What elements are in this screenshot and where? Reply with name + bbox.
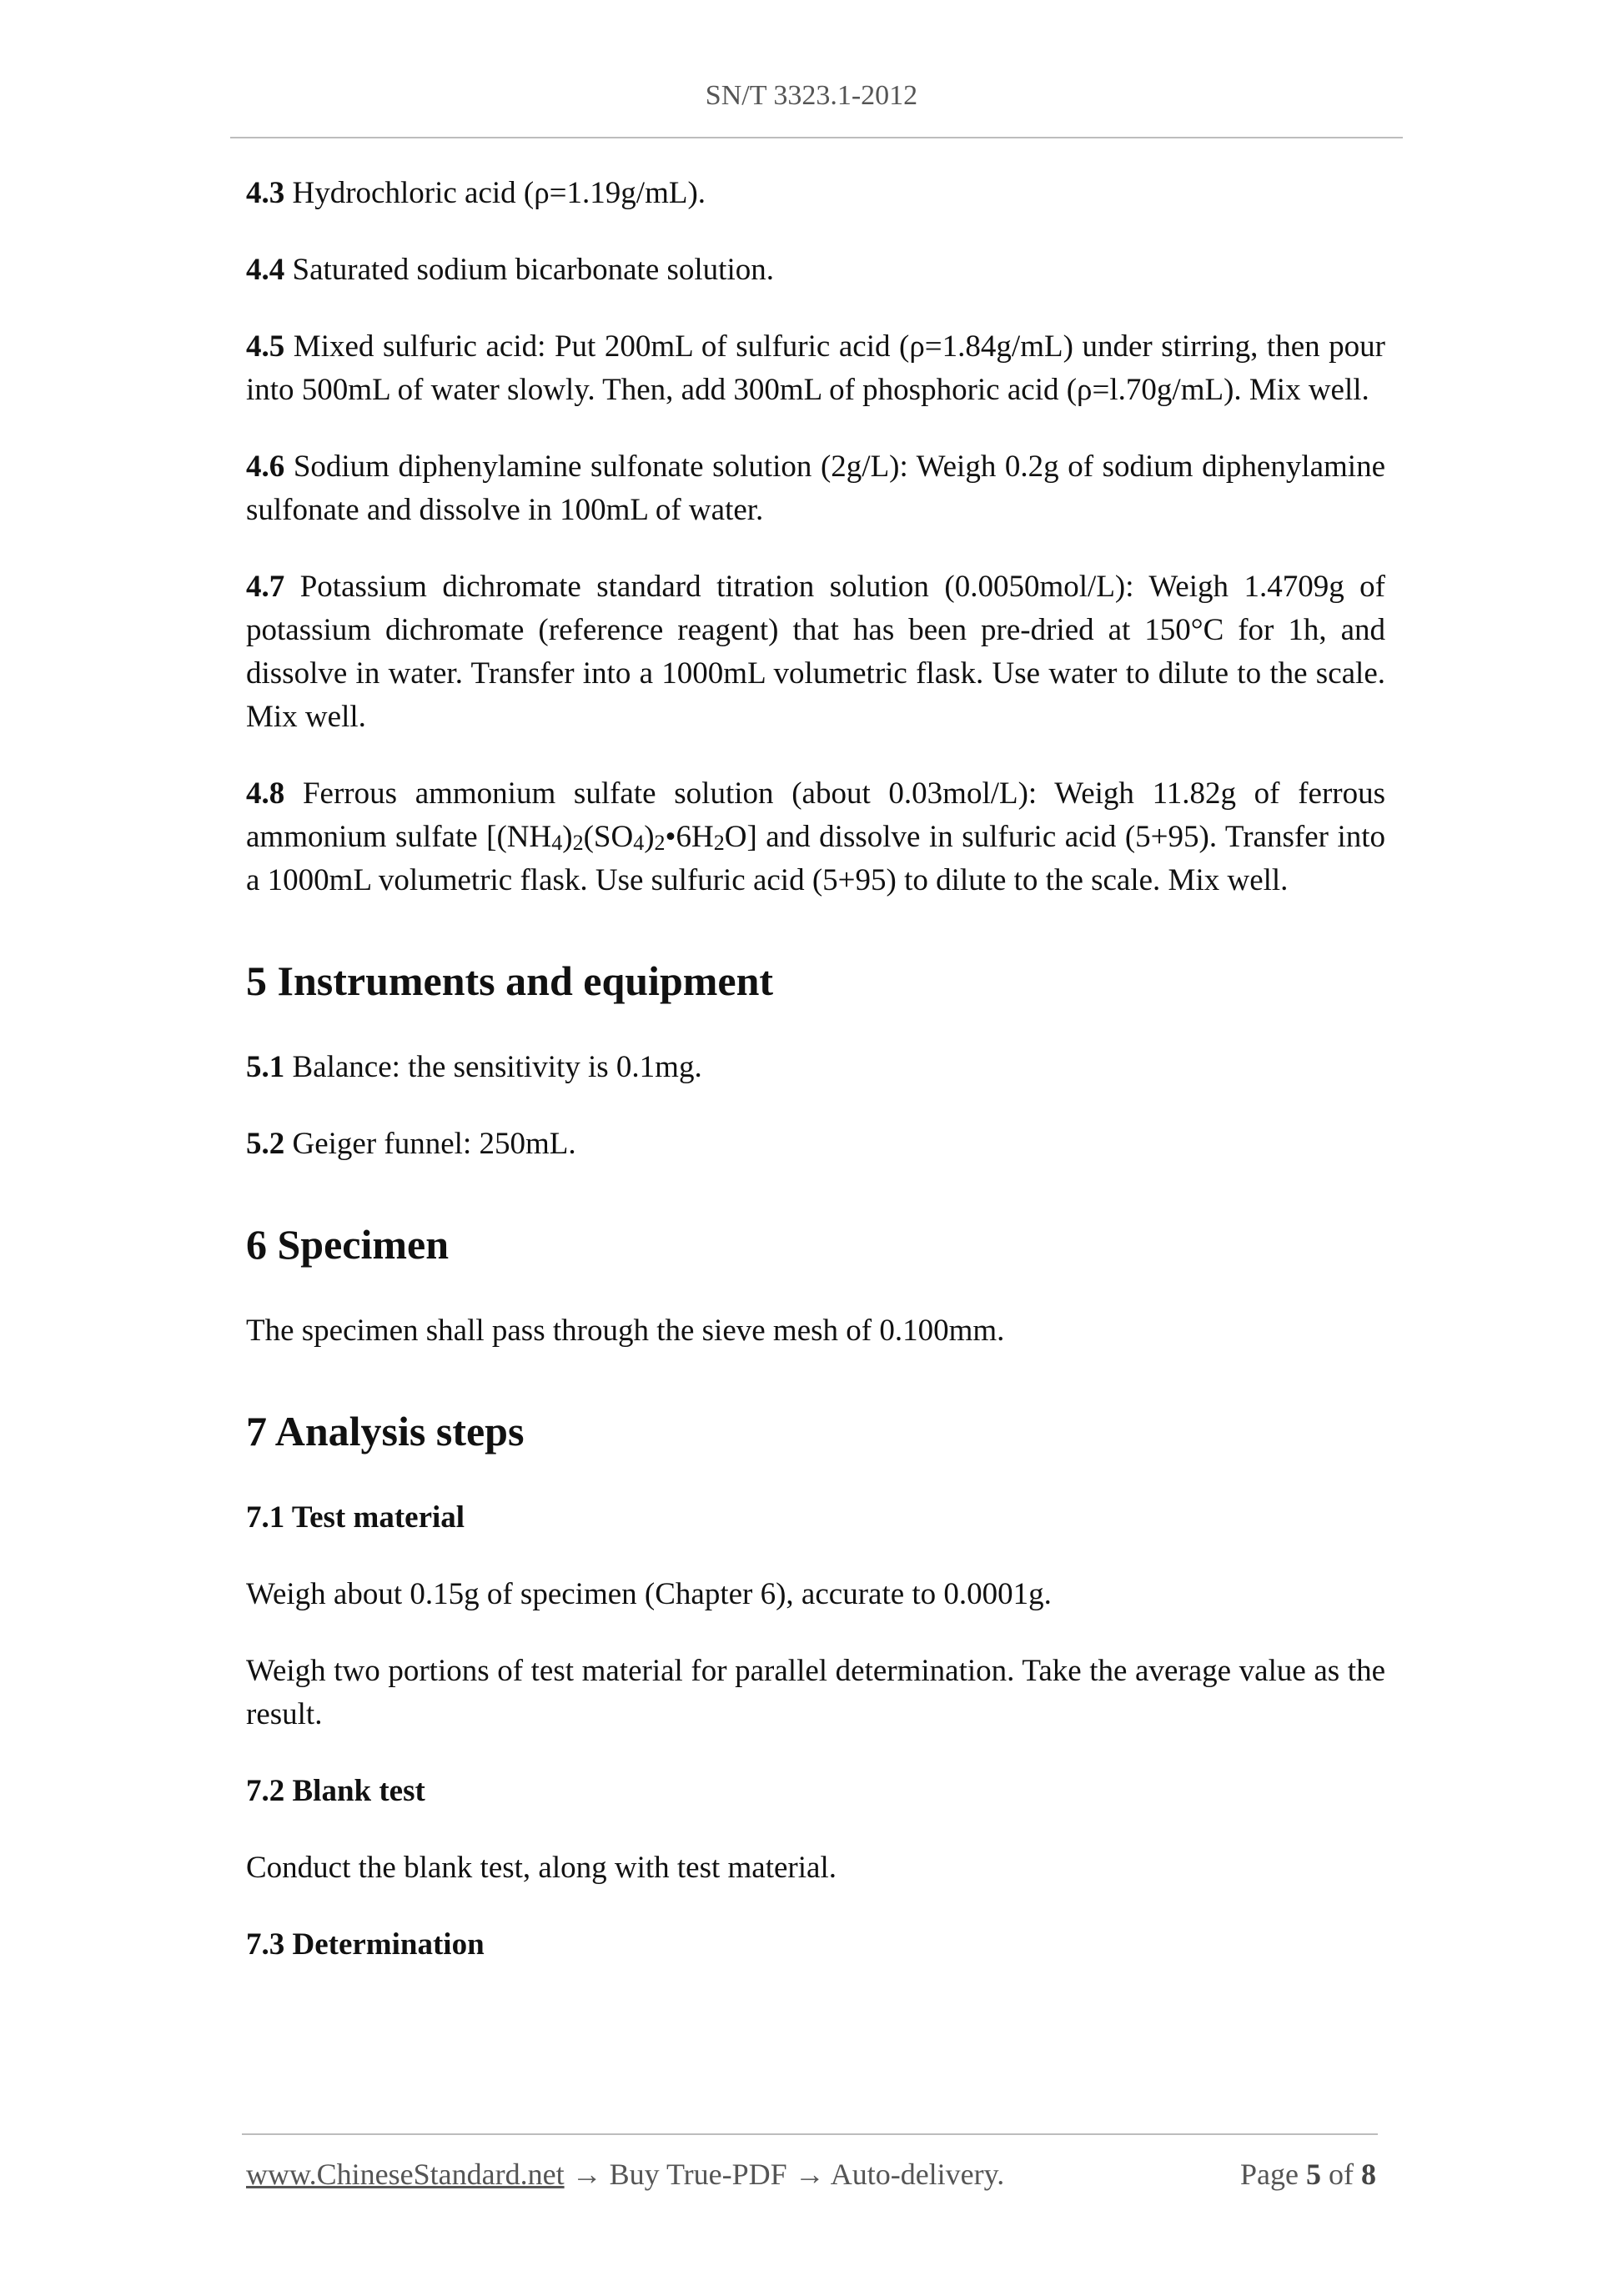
clause-text: (SO [583, 820, 634, 854]
subsection-7-2-heading: 7.2 Blank test [246, 1774, 425, 1808]
clause-text: ) [562, 820, 573, 854]
clause-text: Balance: the sensitivity is 0.1mg. [292, 1050, 702, 1084]
clause-number: 5.1 [246, 1050, 285, 1084]
clause-text: O] and dissolve in sulfuric acid (5+95). Transfer into a 1000mL volumetric flask. Use sulfuric acid (5+95) to dilute to the scale. Mix well. [246, 820, 1385, 897]
document-body [246, 172, 1385, 2000]
of-label: of [1329, 2158, 1354, 2191]
subscript: 2 [654, 831, 666, 855]
clause-4-4 [246, 249, 1385, 292]
clause-4-8 [246, 772, 1385, 902]
clause-4-5 [246, 325, 1385, 412]
clause-text: ) [644, 820, 655, 854]
clause-number: 4.3 [246, 176, 285, 210]
blank-test-paragraph: Conduct the blank test, along with test material. [246, 1851, 837, 1885]
clause-text: Saturated sodium bicarbonate solution. [292, 253, 774, 287]
clause-5-2 [246, 1123, 1385, 1166]
subsection-7-1-heading: 7.1 Test material [246, 1500, 465, 1535]
arrow-right-icon: → [794, 2158, 825, 2191]
clause-4-7 [246, 565, 1385, 739]
subscript: 2 [713, 831, 725, 855]
clause-number: 4.5 [246, 329, 285, 364]
subscript: 4 [633, 831, 645, 855]
arrow-right-icon: → [571, 2158, 602, 2191]
test-material-paragraph-2: Weigh two portions of test material for parallel determination. Take the average value as the result. [246, 1654, 1385, 1731]
clause-4-6 [246, 445, 1385, 532]
test-material-paragraph-1: Weigh about 0.15g of specimen (Chapter 6), accurate to 0.0001g. [246, 1577, 1052, 1611]
subsection-7-3-heading: 7.3 Determination [246, 1927, 485, 1962]
clause-text: Potassium dichromate standard titration solution (0.0050mol/L): Weigh 1.4709g of potassium dichromate (reference reagent) that has been pre-dried at 150°C for 1h, and dissolve in water. Transfer into a 1000mL volumetric flask. Use water to dilute to the scale. Mix well. [246, 570, 1386, 734]
subscript: 4 [551, 831, 563, 855]
page-footer [246, 2157, 1376, 2198]
running-header: SN/T 3323.1-2012 [705, 80, 918, 111]
clause-number: 4.6 [246, 450, 285, 484]
page-indicator [1240, 2157, 1376, 2192]
clause-text: Geiger funnel: 250mL. [292, 1127, 576, 1161]
footer-divider [242, 2133, 1378, 2135]
clause-text: Mixed sulfuric acid: Put 200mL of sulfuric acid (ρ=1.84g/mL) under stirring, then pour into 500mL of water slowly. Then, add 300mL of phosphoric acid (ρ=l.70g/mL). Mix well. [246, 329, 1385, 407]
footer-promo [246, 2157, 1004, 2192]
clause-number: 4.8 [246, 776, 285, 811]
clause-4-3 [246, 172, 1385, 215]
clause-number: 4.7 [246, 570, 285, 604]
clause-text: Sodium diphenylamine sulfonate solution (2g/L): Weigh 0.2g of sodium diphenylamine sulfonate and dissolve in 100mL of water. [246, 450, 1386, 527]
page-total: 8 [1361, 2158, 1376, 2191]
specimen-paragraph: The specimen shall pass through the sieve mesh of 0.100mm. [246, 1314, 1005, 1348]
chapter-6-heading: 6 Specimen [246, 1221, 450, 1268]
clause-text: Hydrochloric acid (ρ=1.19g/mL). [292, 176, 706, 210]
page-number: 5 [1306, 2158, 1321, 2191]
clause-number: 4.4 [246, 253, 285, 287]
clause-text: •6H [665, 820, 714, 854]
header-divider [230, 137, 1403, 138]
buy-pdf-text: Buy True-PDF [609, 2158, 787, 2191]
auto-delivery-text: Auto-delivery. [830, 2158, 1005, 2191]
chapter-7-heading: 7 Analysis steps [246, 1408, 525, 1454]
subscript: 2 [572, 831, 584, 855]
clause-5-1 [246, 1046, 1385, 1089]
website-link[interactable]: www.ChineseStandard.net [246, 2158, 565, 2191]
chapter-5-heading: 5 Instruments and equipment [246, 957, 774, 1004]
clause-text: Ferrous ammonium sulfate solution (about 0.03mol/L): Weigh 11.82g of ferrous ammonium sulfate [(NH [246, 776, 1385, 854]
clause-number: 5.2 [246, 1127, 285, 1161]
page-label: Page [1240, 2158, 1299, 2191]
